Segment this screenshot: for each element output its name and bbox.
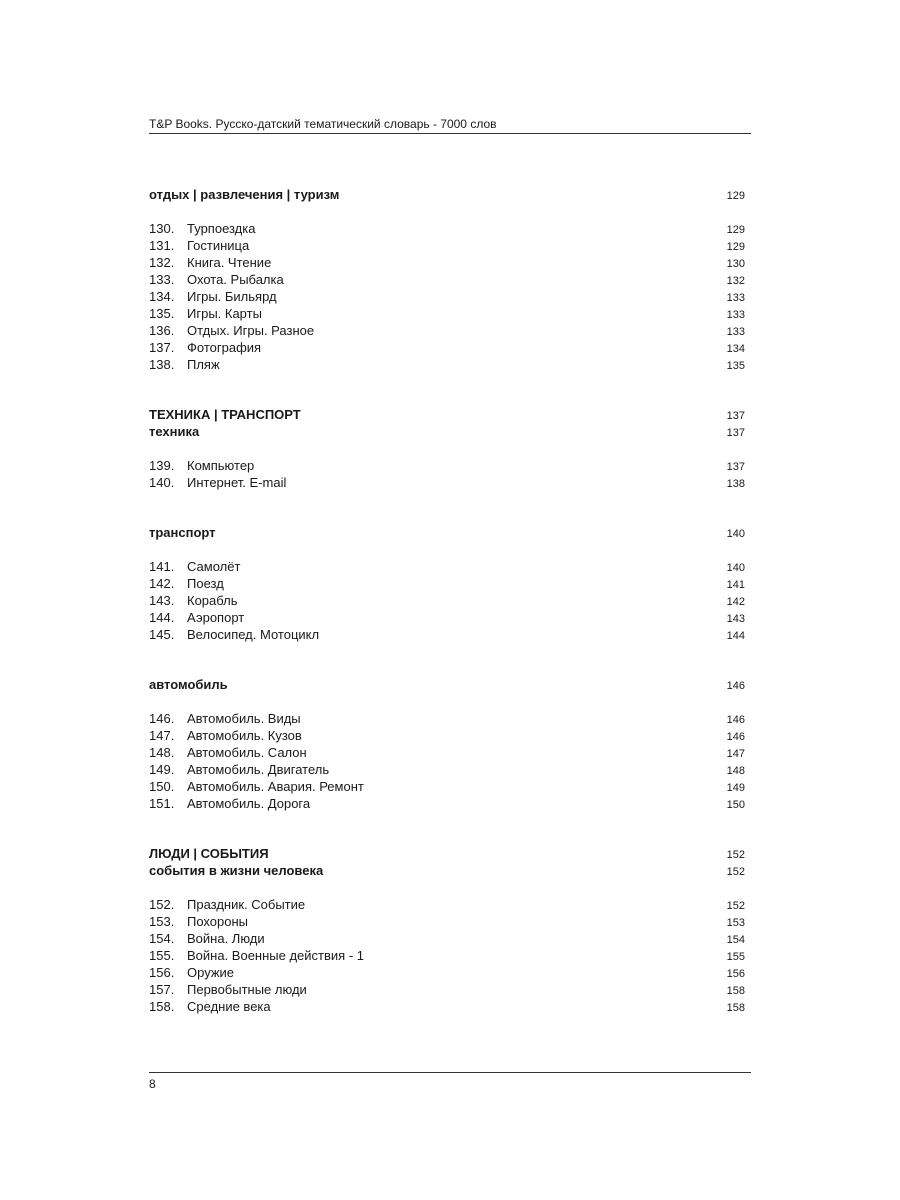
toc-entry-number: 149. — [149, 762, 175, 777]
toc-entry-number: 156. — [149, 965, 175, 980]
toc-entry-number: 130. — [149, 221, 175, 236]
toc-entry-title: Первобытные люди — [187, 982, 307, 997]
toc-entry[interactable] — [149, 271, 745, 288]
toc-entry-page: 146 — [726, 714, 745, 726]
toc-entry-title: Автомобиль. Дорога — [187, 796, 311, 811]
toc-entry-number: 134. — [149, 289, 175, 304]
toc-heading[interactable] — [149, 676, 745, 693]
toc-entry-page: 155 — [726, 951, 745, 963]
toc-heading[interactable] — [149, 845, 745, 862]
toc-section — [149, 643, 745, 812]
toc-entry-number: 144. — [149, 610, 175, 625]
toc-entry[interactable] — [149, 998, 745, 1015]
toc-entry[interactable] — [149, 795, 745, 812]
toc-entry-page: 143 — [726, 613, 745, 625]
toc-entry-page: 129 — [726, 241, 745, 253]
toc-entry-title: Фотография — [187, 340, 262, 355]
toc-entry-page: 133 — [726, 292, 745, 304]
header-title: T&P Books. Русско-датский тематический словарь - 7000 слов — [149, 117, 497, 131]
toc-entry-title: Охота. Рыбалка — [187, 272, 284, 287]
toc-entry-page: 150 — [726, 799, 745, 811]
toc-entry-number: 142. — [149, 576, 175, 591]
toc-heading-title: транспорт — [149, 525, 216, 540]
toc-entry-number: 133. — [149, 272, 175, 287]
toc-entry[interactable] — [149, 356, 745, 373]
toc-entry-page: 133 — [726, 309, 745, 321]
toc-entry-title: Турпоездка — [187, 221, 256, 236]
toc-entry-title: Автомобиль. Авария. Ремонт — [187, 779, 364, 794]
toc-entry-title: Игры. Бильярд — [187, 289, 277, 304]
toc-entry-page: 142 — [726, 596, 745, 608]
toc-heading-page: 137 — [726, 410, 745, 422]
toc-entry-title: Средние века — [187, 999, 271, 1014]
toc-entry-title: Автомобиль. Двигатель — [187, 762, 330, 777]
toc-entry-page: 144 — [726, 630, 745, 642]
toc-entry-number: 138. — [149, 357, 175, 372]
toc-entry[interactable] — [149, 254, 745, 271]
toc-entry-page: 149 — [726, 782, 745, 794]
toc-entry-title: Пляж — [187, 357, 220, 372]
toc-entry-page: 134 — [726, 343, 745, 355]
toc-entry-title: Книга. Чтение — [187, 255, 272, 270]
toc-entry[interactable] — [149, 913, 745, 930]
toc-entry-title: Поезд — [187, 576, 224, 591]
toc-entry[interactable] — [149, 626, 745, 643]
toc-entry-number: 155. — [149, 948, 175, 963]
toc-entry[interactable] — [149, 778, 745, 795]
toc-entry[interactable] — [149, 474, 745, 491]
toc-entry-number: 148. — [149, 745, 175, 760]
toc-heading[interactable] — [149, 186, 745, 203]
toc-entry-number: 143. — [149, 593, 175, 608]
toc-entry[interactable] — [149, 710, 745, 727]
toc-entry[interactable] — [149, 896, 745, 913]
toc-entry-title: Отдых. Игры. Разное — [187, 323, 315, 338]
toc-entry-page: 133 — [726, 326, 745, 338]
toc-entry[interactable] — [149, 727, 745, 744]
toc-entry-number: 136. — [149, 323, 175, 338]
toc-entry[interactable] — [149, 930, 745, 947]
toc-entry[interactable] — [149, 964, 745, 981]
toc-entry-page: 138 — [726, 478, 745, 490]
toc-heading-page: 152 — [726, 866, 745, 878]
toc-heading-title: события в жизни человека — [149, 863, 324, 878]
toc-entry[interactable] — [149, 339, 745, 356]
toc-entry[interactable] — [149, 592, 745, 609]
toc-heading[interactable] — [149, 423, 745, 440]
toc-heading-page: 140 — [726, 528, 745, 540]
toc-entry[interactable] — [149, 558, 745, 575]
toc-heading-title: ТЕХНИКА | ТРАНСПОРТ — [149, 407, 301, 422]
toc-entry-title: Война. Люди — [187, 931, 265, 946]
toc-entry-number: 157. — [149, 982, 175, 997]
running-header — [149, 117, 751, 134]
toc-entry-number: 140. — [149, 475, 175, 490]
toc-entry[interactable] — [149, 981, 745, 998]
toc-entry-page: 146 — [726, 731, 745, 743]
toc-entry[interactable] — [149, 220, 745, 237]
toc-entry-page: 141 — [726, 579, 745, 591]
toc-heading-page: 146 — [726, 680, 745, 692]
toc-entry-number: 153. — [149, 914, 175, 929]
toc-section — [149, 186, 745, 373]
running-footer — [149, 1072, 751, 1091]
toc-entry-number: 154. — [149, 931, 175, 946]
toc-entry-page: 135 — [726, 360, 745, 372]
toc-entry-title: Война. Военные действия - 1 — [187, 948, 364, 963]
toc-entry-title: Велосипед. Мотоцикл — [187, 627, 320, 642]
toc-entry-number: 137. — [149, 340, 175, 355]
toc-entry-page: 156 — [726, 968, 745, 980]
toc-entry-title: Компьютер — [187, 458, 255, 473]
toc-entry-number: 131. — [149, 238, 175, 253]
toc-entry-page: 154 — [726, 934, 745, 946]
toc-entry-page: 158 — [726, 1002, 745, 1014]
toc-heading-title: ЛЮДИ | СОБЫТИЯ — [149, 846, 269, 861]
toc-entry-title: Праздник. Событие — [187, 897, 306, 912]
toc-heading[interactable] — [149, 524, 745, 541]
toc-section — [149, 812, 745, 1015]
toc-section — [149, 373, 745, 491]
toc-heading[interactable] — [149, 862, 745, 879]
toc-entry-title: Игры. Карты — [187, 306, 262, 321]
toc-entry[interactable] — [149, 744, 745, 761]
page-number: 8 — [149, 1077, 156, 1091]
toc-entry-title: Гостиница — [187, 238, 250, 253]
toc-entry-title: Самолёт — [187, 559, 241, 574]
toc-entry[interactable] — [149, 237, 745, 254]
toc-entry-page: 147 — [726, 748, 745, 760]
toc-entry-number: 139. — [149, 458, 175, 473]
toc-heading-page: 137 — [726, 427, 745, 439]
toc-entry-number: 150. — [149, 779, 175, 794]
toc-entry[interactable] — [149, 322, 745, 339]
toc-entry[interactable] — [149, 457, 745, 474]
toc-entry-page: 132 — [726, 275, 745, 287]
toc-heading-title: автомобиль — [149, 677, 228, 692]
toc-entry-page: 129 — [726, 224, 745, 236]
toc-entry-page: 140 — [726, 562, 745, 574]
toc-entry-number: 147. — [149, 728, 175, 743]
toc-heading-page: 129 — [726, 190, 745, 202]
table-of-contents — [149, 186, 745, 1015]
toc-entry-title: Похороны — [187, 914, 248, 929]
toc-section — [149, 491, 745, 643]
toc-entry-number: 145. — [149, 627, 175, 642]
toc-entry-number: 151. — [149, 796, 175, 811]
toc-entry-page: 158 — [726, 985, 745, 997]
toc-entry-page: 130 — [726, 258, 745, 270]
toc-entry-number: 141. — [149, 559, 175, 574]
toc-entry-number: 146. — [149, 711, 175, 726]
toc-entry-title: Автомобиль. Салон — [187, 745, 307, 760]
toc-entry-number: 158. — [149, 999, 175, 1014]
toc-heading-title: техника — [149, 424, 200, 439]
toc-entry[interactable] — [149, 609, 745, 626]
toc-entry[interactable] — [149, 305, 745, 322]
toc-heading[interactable] — [149, 406, 745, 423]
toc-entry[interactable] — [149, 761, 745, 778]
toc-entry-page: 153 — [726, 917, 745, 929]
toc-entry-number: 135. — [149, 306, 175, 321]
toc-entry-page: 148 — [726, 765, 745, 777]
toc-entry-number: 152. — [149, 897, 175, 912]
toc-entry-title: Автомобиль. Кузов — [187, 728, 302, 743]
toc-heading-page: 152 — [726, 849, 745, 861]
toc-entry-title: Аэропорт — [187, 610, 245, 625]
toc-entry-number: 132. — [149, 255, 175, 270]
toc-entry-title: Интернет. E-mail — [187, 475, 287, 490]
toc-entry-title: Автомобиль. Виды — [187, 711, 301, 726]
toc-entry-title: Оружие — [187, 965, 235, 980]
toc-entry-page: 152 — [726, 900, 745, 912]
toc-entry[interactable] — [149, 288, 745, 305]
toc-entry[interactable] — [149, 575, 745, 592]
toc-heading-title: отдых | развлечения | туризм — [149, 187, 340, 202]
toc-entry-title: Корабль — [187, 593, 238, 608]
toc-entry-page: 137 — [726, 461, 745, 473]
toc-entry[interactable] — [149, 947, 745, 964]
